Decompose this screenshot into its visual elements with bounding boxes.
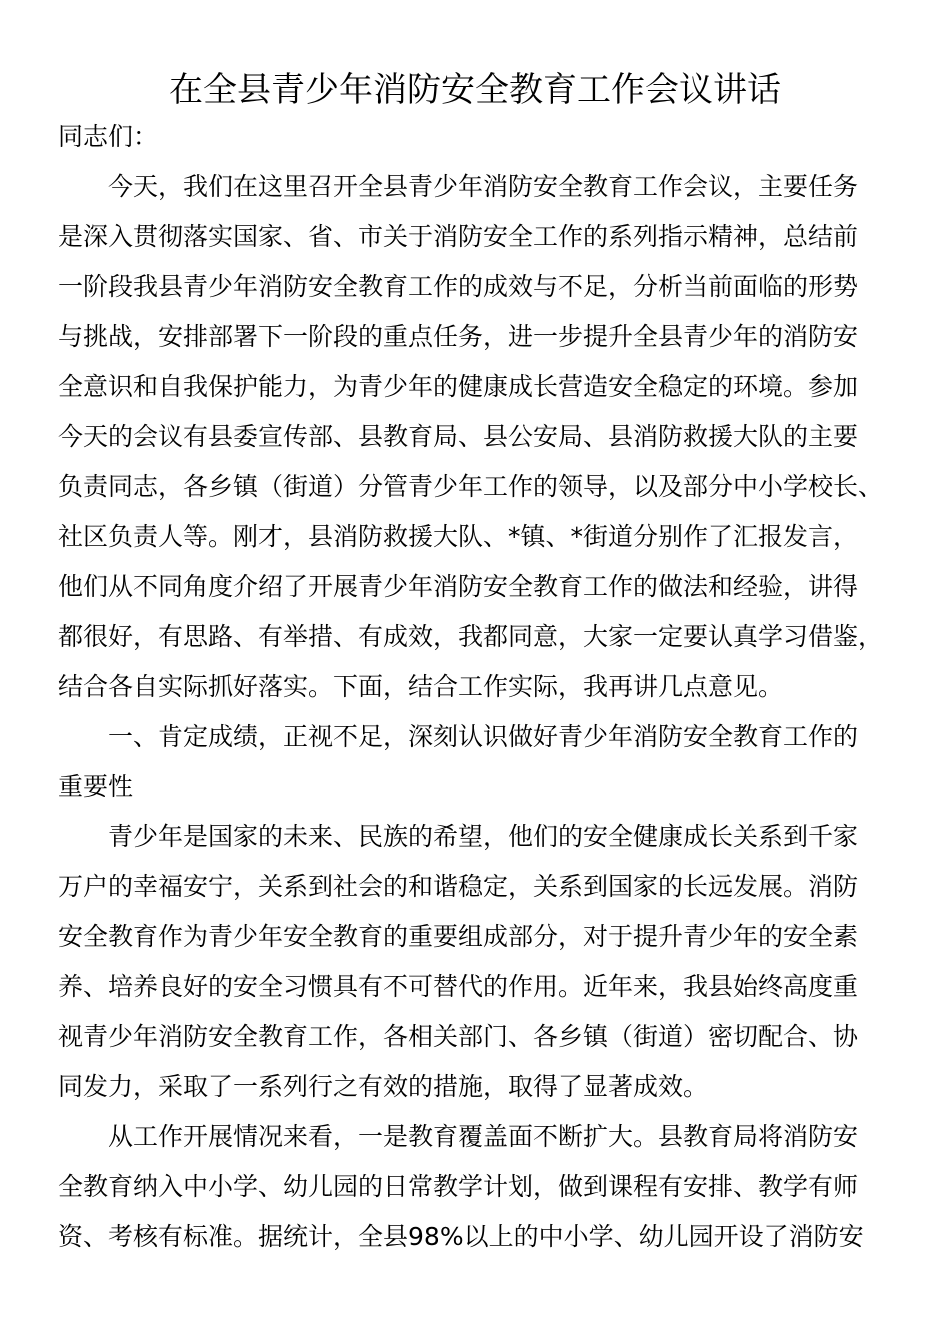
text-line: 负责同志，各乡镇（街道）分管青少年工作的领导，以及部分中小学校长、 [58,472,884,501]
text-line: 一阶段我县青少年消防安全教育工作的成效与不足，分析当前面临的形势 [58,272,859,301]
text-line: 青少年是国家的未来、民族的希望，他们的安全健康成长关系到千家 [108,822,859,851]
text-line: 是深入贯彻落实国家、省、市关于消防安全工作的系列指示精神，总结前 [58,222,859,251]
text-line: 全教育纳入中小学、幼儿园的日常教学计划，做到课程有安排、教学有师 [58,1172,859,1201]
text-line: 安全教育作为青少年安全教育的重要组成部分，对于提升青少年的安全素 [58,922,859,951]
text-line: 同发力，采取了一系列行之有效的措施，取得了显著成效。 [58,1072,709,1101]
text-line: 与挑战，安排部署下一阶段的重点任务，进一步提升全县青少年的消防安 [58,322,859,351]
text-line: 今天，我们在这里召开全县青少年消防安全教育工作会议，主要任务 [108,172,859,201]
text-line: 养、培养良好的安全习惯具有不可替代的作用。近年来，我县始终高度重 [58,972,859,1001]
text-line: 万户的幸福安宁，关系到社会的和谐稳定，关系到国家的长远发展。消防 [58,872,859,901]
text-line: 全意识和自我保护能力，为青少年的健康成长营造安全稳定的环境。参加 [58,372,859,401]
text-line: 资、考核有标准。据统计，全县98%以上的中小学、幼儿园开设了消防安 [58,1222,864,1251]
text-line: 他们从不同角度介绍了开展青少年消防安全教育工作的做法和经验，讲得 [58,572,859,601]
text-line: 视青少年消防安全教育工作，各相关部门、各乡镇（街道）密切配合、协 [58,1022,859,1051]
section-heading: 一、肯定成绩，正视不足，深刻认识做好青少年消防安全教育工作的 [108,722,859,751]
document-title: 在全县青少年消防安全教育工作会议讲话 [169,70,781,110]
section-heading: 重要性 [58,772,134,801]
salutation: 同志们： [58,122,159,151]
text-line: 从工作开展情况来看，一是教育覆盖面不断扩大。县教育局将消防安 [108,1122,859,1151]
text-line: 今天的会议有县委宣传部、县教育局、县公安局、县消防救援大队的主要 [58,422,859,451]
text-line: 社区负责人等。刚才，县消防救援大队、*镇、*街道分别作了汇报发言， [58,522,859,551]
text-line: 都很好，有思路、有举措、有成效，我都同意，大家一定要认真学习借鉴， [58,622,884,651]
text-line: 结合各自实际抓好落实。下面，结合工作实际，我再讲几点意见。 [58,672,784,701]
